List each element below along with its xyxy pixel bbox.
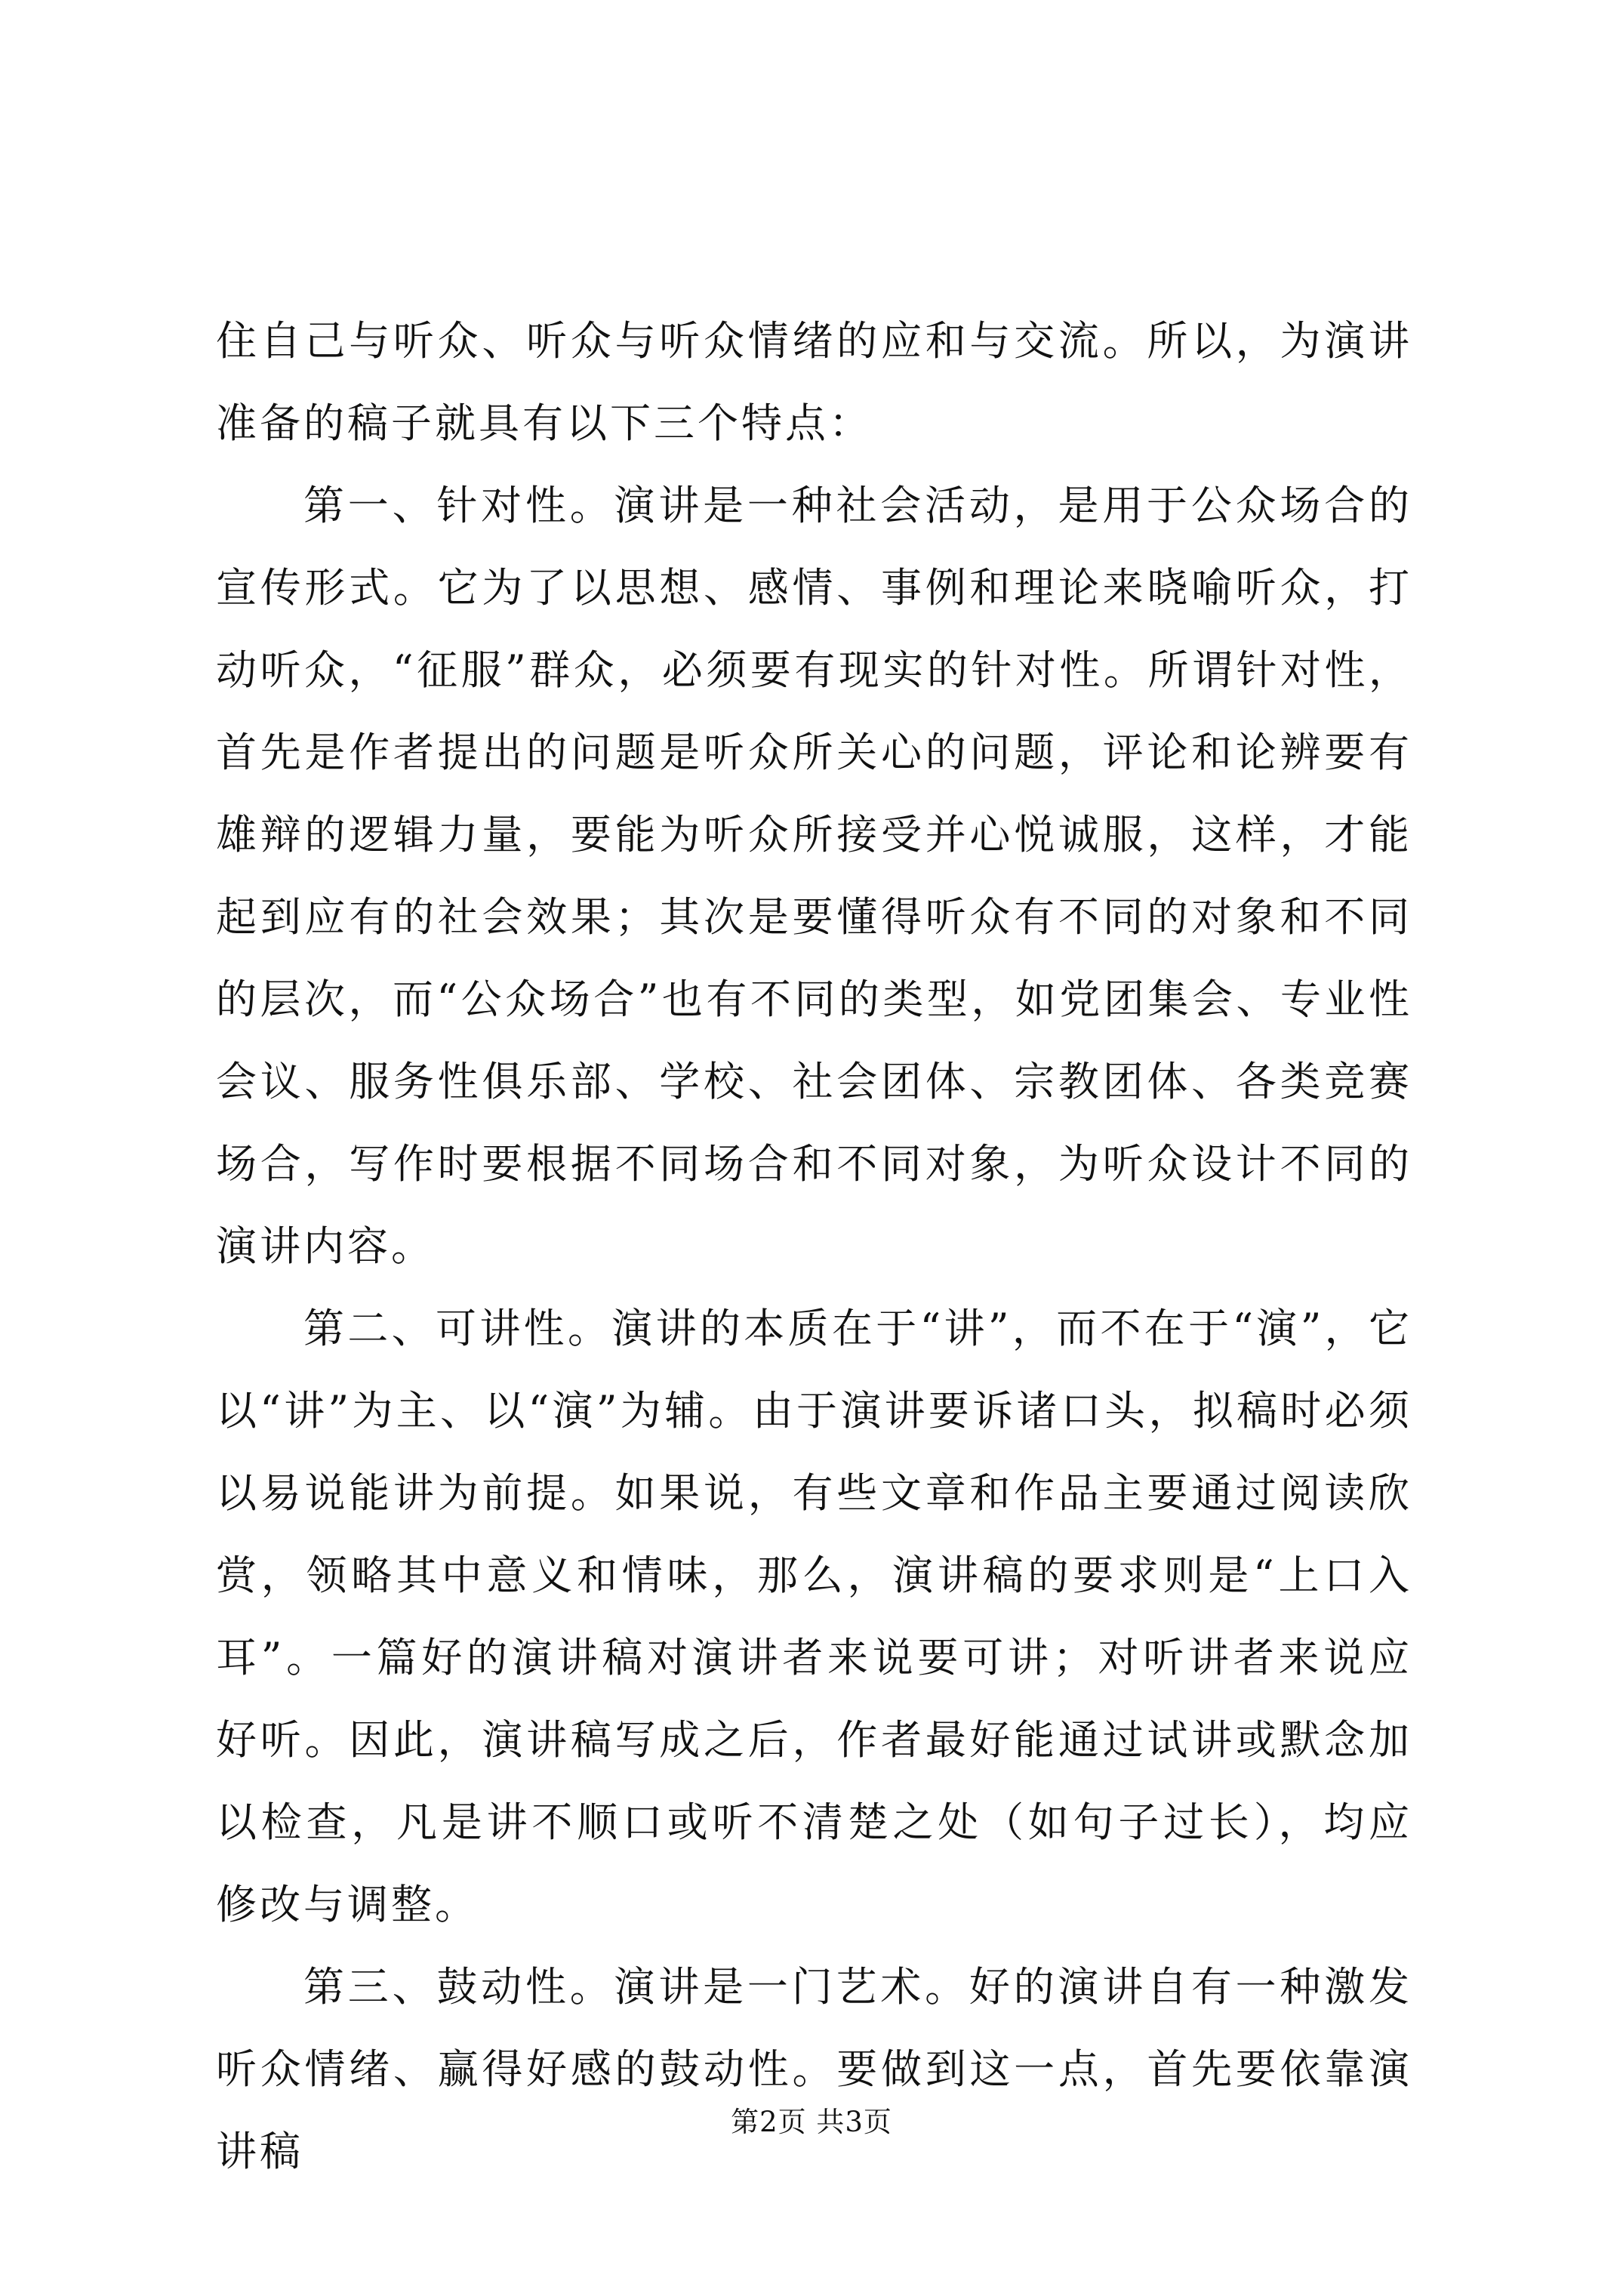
paragraph-targeting: 第一、针对性。演讲是一种社会活动，是用于公众场合的宣传形式。它为了以思想、感情、事例和理论来晓喻听众，打动听众，“征服”群众，必须要有现实的针对性。所谓针对性，首先是作者提出的问题是听众所关心的问题，评论和论辨要有雄辩的逻辑力量，要能为听众所接受并心悦诚服，这样，才能起到应有的社会效果；其次是要懂得听众有不同的对象和不同的层次，而“公众场合”也有不同的类型，如党团集会、专业性会议、服务性俱乐部、学校、社会团体、宗教团体、各类竞赛场合，写作时要根据不同场合和不同对象，为听众设计不同的演讲内容。 (216, 482, 1412, 1270)
paragraph-continuation: 住自己与听众、听众与听众情绪的应和与交流。所以，为演讲准备的稿子就具有以下三个特点： (216, 317, 1412, 447)
page-footer: 第2页 共3页 (731, 2106, 892, 2138)
paragraph-inspiring: 第三、鼓动性。演讲是一门艺术。好的演讲自有一种激发听众情绪、赢得好感的鼓动性。要做到这一点，首先要依靠演讲稿 (216, 1963, 1412, 2175)
paragraph-speakability: 第二、可讲性。演讲的本质在于“讲”，而不在于“演”，它以“讲”为主、以“演”为辅。由于演讲要诉诸口头，拟稿时必须以易说能讲为前提。如果说，有些文章和作品主要通过阅读欣赏，领略其中意义和情味，那么，演讲稿的要求则是“上口入耳”。一篇好的演讲稿对演讲者来说要可讲；对听讲者来说应好听。因此，演讲稿写成之后，作者最好能通过试讲或默念加以检查，凡是讲不顺口或听不清楚之处（如句子过长），均应修改与调整。 (216, 1305, 1412, 1928)
document-body (216, 300, 1412, 2193)
